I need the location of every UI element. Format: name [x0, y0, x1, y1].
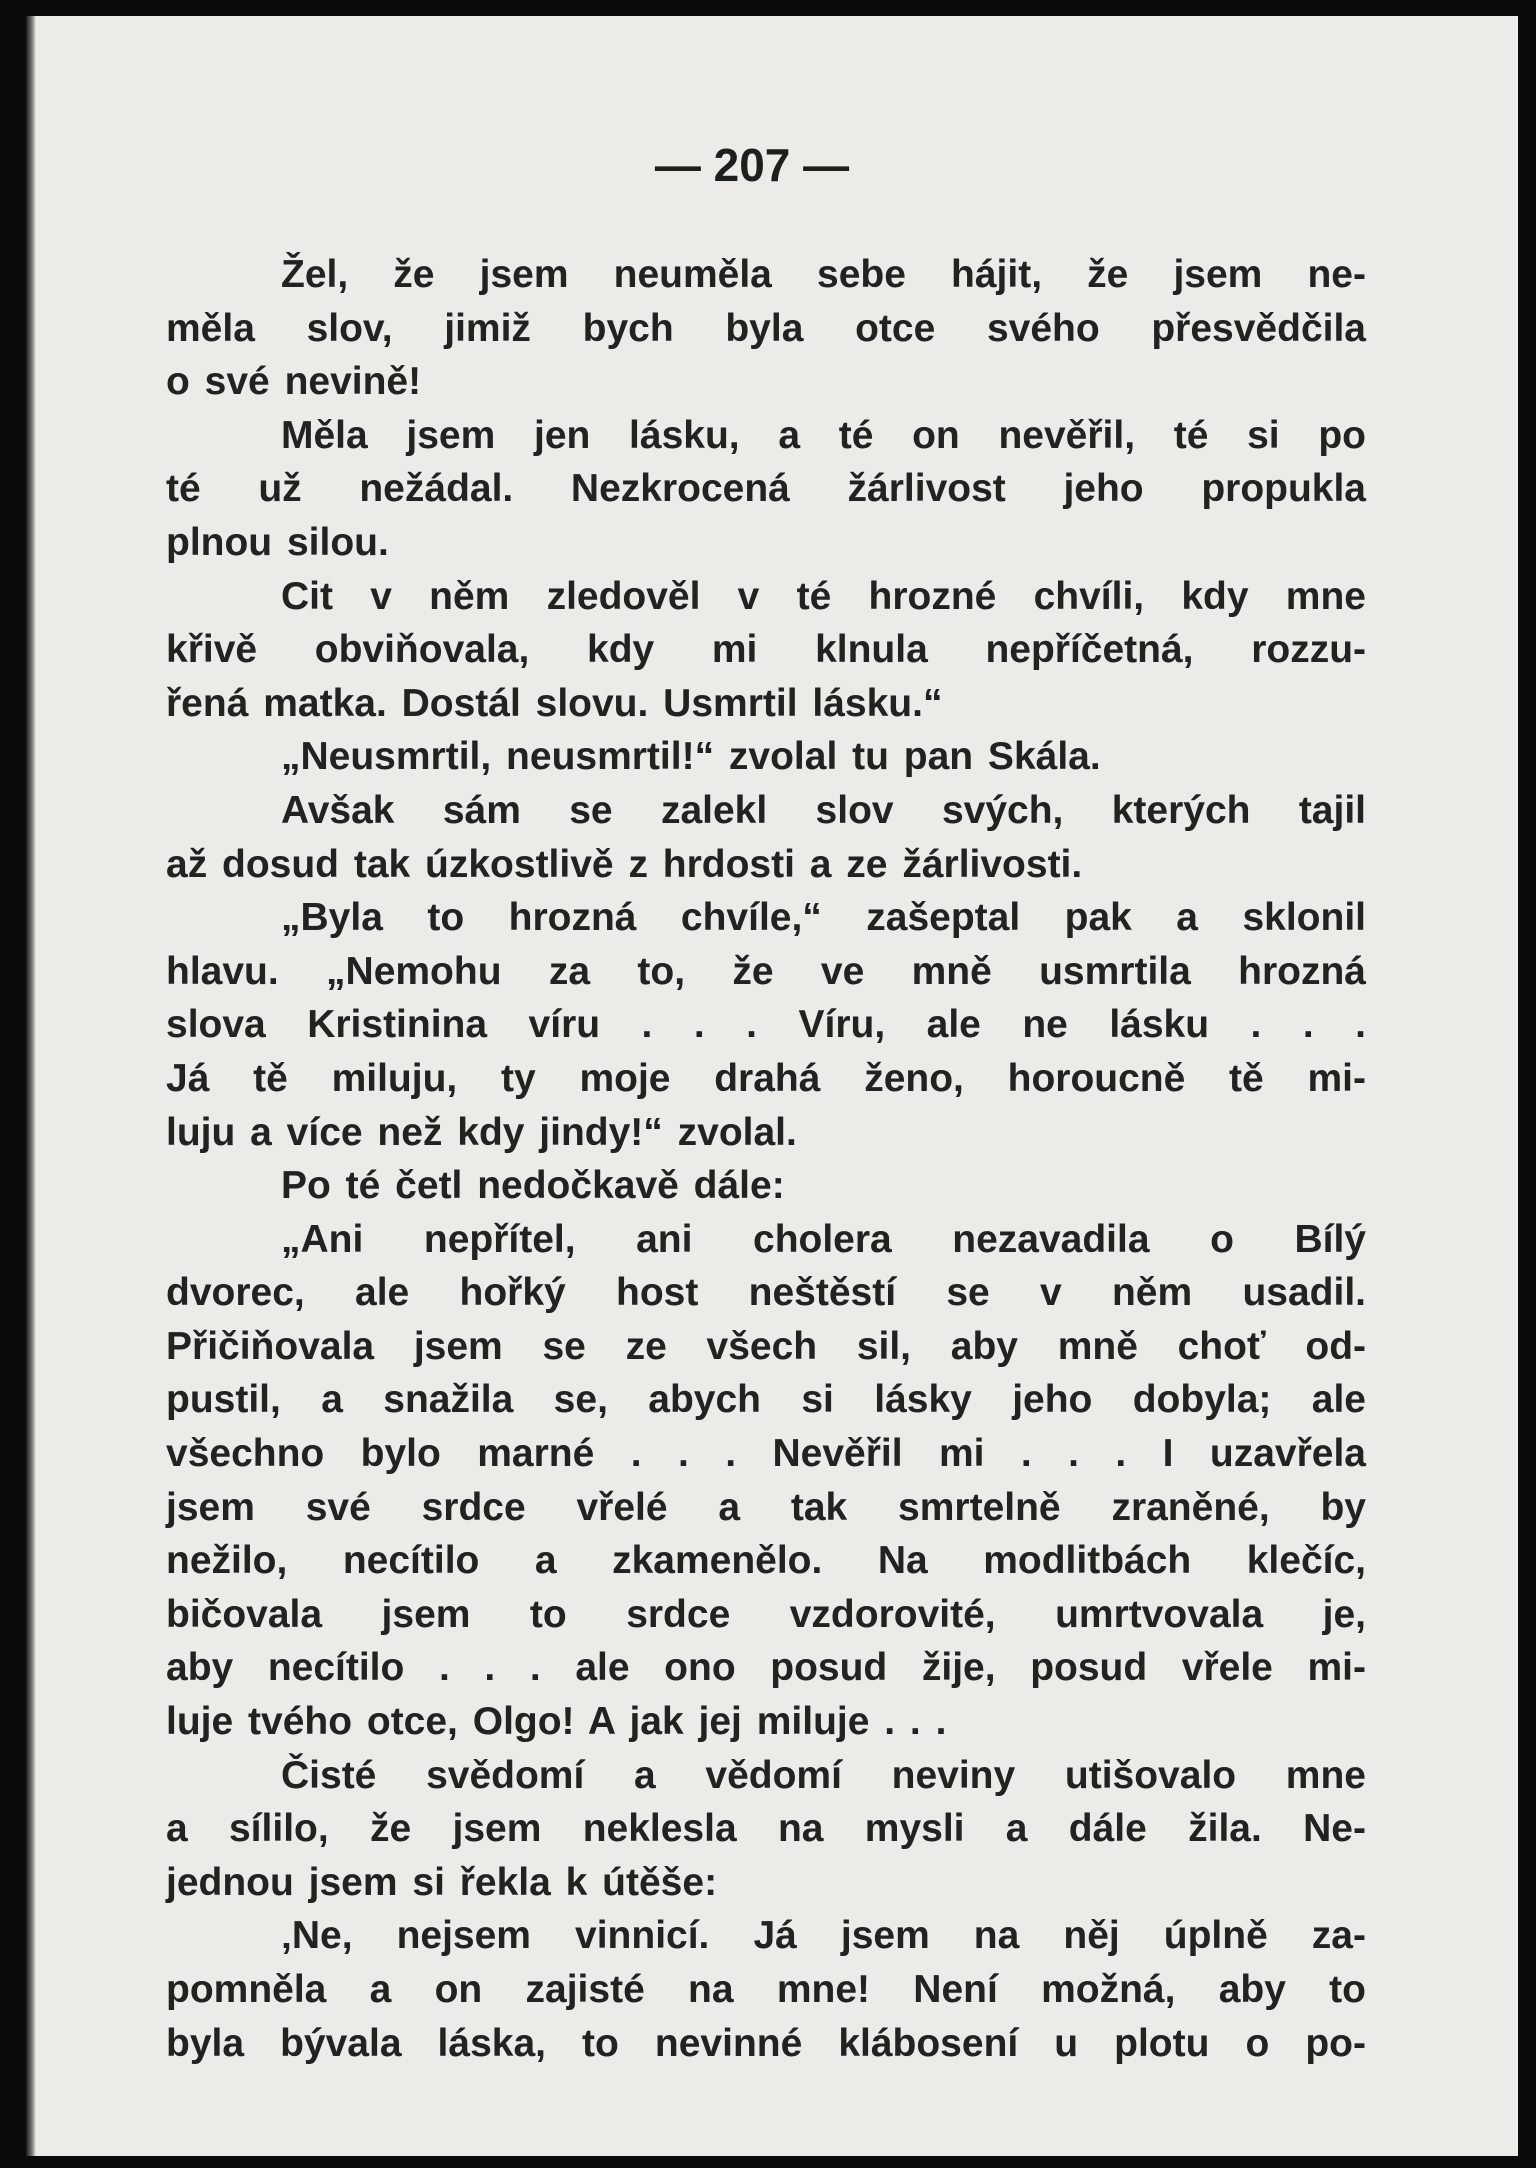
text-line: Žel, že jsem neuměla sebe hájit, že jsem ne-	[281, 253, 1366, 296]
text-line: „Neusmrtil, neusmrtil!“ zvolal tu pan Skála.	[281, 735, 1101, 779]
text-line: měla slov, jimiž bych byla otce svého přesvědčila	[166, 306, 1366, 350]
text-line: Po té četl nedočkavě dále:	[281, 1164, 785, 1208]
text-line: řená matka. Dostál slovu. Usmrtil lásku.“	[166, 681, 943, 725]
text-line: a sílilo, že jsem neklesla na mysli a dále žila. Ne-	[166, 1807, 1366, 1851]
text-line: dvorec, ale hořký host neštěstí se v něm usadil.	[166, 1271, 1366, 1315]
text-line: byla bývala láska, to nevinné klábosení u plotu o po-	[166, 2021, 1366, 2065]
text-line: hlavu. „Nemohu za to, že ve mně usmrtila hrozná	[166, 949, 1366, 993]
text-line: slova Kristinina víru . . . Víru, ale ne lásku . . .	[166, 1003, 1366, 1047]
text-line: Já tě miluju, ty moje drahá ženo, horoucně tě mi-	[166, 1056, 1366, 1100]
text-line: plnou silou.	[166, 520, 389, 564]
text-line: Měla jsem jen lásku, a té on nevěřil, té si po	[281, 413, 1366, 457]
text-line: jsem své srdce vřelé a tak smrtelně zraněné, by	[166, 1485, 1366, 1529]
text-line: všechno bylo marné . . . Nevěřil mi . . . I uzavřela	[166, 1432, 1366, 1476]
book-page	[26, 16, 1518, 2156]
text-line: Avšak sám se zalekl slov svých, kterých tajil	[281, 788, 1366, 832]
text-line: jednou jsem si řekla k útěše:	[166, 1860, 718, 1904]
text-line: nežilo, necítilo a zkamenělo. Na modlitbách klečíc,	[166, 1539, 1366, 1583]
text-line: luje tvého otce, Olgo! A jak jej miluje . . .	[166, 1700, 947, 1744]
text-line: Čisté svědomí a vědomí neviny utišovalo mne	[281, 1753, 1366, 1797]
text-line: luju a více než kdy jindy!“ zvolal.	[166, 1110, 797, 1154]
text-line: aby necítilo . . . ale ono posud žije, posud vřele mi-	[166, 1646, 1366, 1690]
text-line: té už nežádal. Nezkrocená žárlivost jeho propukla	[166, 467, 1366, 511]
text-line: „Byla to hrozná chvíle,“ zašeptal pak a sklonil	[281, 896, 1366, 940]
text-line: ‚Ne, nejsem vinnicí. Já jsem na něj úplně za-	[281, 1914, 1366, 1958]
text-line: pustil, a snažila se, abych si lásky jeho dobyla; ale	[166, 1378, 1366, 1422]
text-line: o své nevině!	[166, 360, 422, 404]
body-text	[166, 248, 1366, 2070]
text-line: až dosud tak úzkostlivě z hrdosti a ze žárlivosti.	[166, 842, 1083, 886]
page-spine-shadow	[26, 16, 36, 2156]
text-line: Cit v něm zledověl v té hrozné chvíli, kdy mne	[281, 574, 1366, 618]
page-number: — 207 —	[654, 139, 850, 191]
text-line: pomněla a on zajisté na mne! Není možná, aby to	[166, 1968, 1366, 2011]
text-line: bičovala jsem to srdce vzdorovité, umrtvovala je,	[166, 1592, 1366, 1636]
text-line: křivě obviňovala, kdy mi klnula nepříčetná, rozzu-	[166, 628, 1366, 672]
text-line: Přičiňovala jsem se ze všech sil, aby mně choť od-	[166, 1324, 1366, 1368]
text-line: „Ani nepřítel, ani cholera nezavadila o Bílý	[281, 1217, 1366, 1261]
